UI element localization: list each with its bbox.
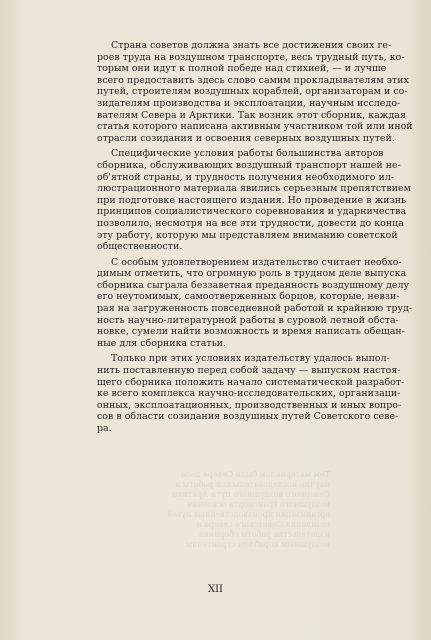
text-line: ке всего комплекса научно-исследовательских, организаци-	[97, 388, 401, 400]
paragraph-3	[97, 256, 413, 350]
text-line: всего предоставить здесь слово самим прокладывателям этих	[97, 74, 409, 86]
text-line: люстрационного материала явились серьезным препятствием	[97, 183, 411, 195]
page-number: XII	[207, 584, 224, 595]
text-line: онных, эксплоатационных, производственных и иных вопро-	[97, 399, 402, 411]
text-line: Страна советов должна знать все достижения своих ге-	[111, 40, 392, 51]
text-line: об'ятной страны, и трудность получения необходимого ил-	[97, 171, 395, 183]
text-line: статья которого написана активным участником той или иной	[97, 121, 413, 133]
text-line: Специфические условия работы большинства авторов	[111, 148, 384, 160]
text-line: ность научно-литературной работы в суровой летной обста-	[97, 314, 399, 326]
text-line: зидателям производства и эксплоатации, научным исследо-	[97, 97, 401, 109]
text-line: сборника, обслуживающих воздушный транспорт нашей не-	[97, 159, 401, 171]
text-line: его неутомимых, самоотверженных борцов, которые, невзи-	[97, 291, 400, 303]
text-line: ра.	[97, 423, 112, 434]
text-line: сборника сыграла беззаветная преданность воздушному делу	[97, 279, 410, 291]
text-line: позволило, несмотря на все эти трудности, довести до конца	[97, 217, 404, 229]
paragraph-1	[97, 40, 413, 144]
text-line: общественности.	[97, 241, 183, 253]
text-line: С особым удовлетворением издательство считает необхо-	[111, 256, 402, 268]
text-line: торым они идут к полной победе над стихией, — и лучше	[97, 63, 387, 75]
paragraph-2	[97, 148, 411, 253]
text-line: Только при этих условиях издательству удалось выпол-	[111, 353, 390, 365]
text-line: отрасли созидания и освоения северных воздушных путей.	[97, 132, 395, 144]
text-line: нить поставленную перед собой задачу — выпуском настоя-	[97, 365, 401, 377]
text-line: при подготовке настоящего издания. Но проведение в жизнь	[97, 194, 407, 206]
text-line: путей, строителям воздушных кораблей, организаторам и со-	[97, 86, 408, 98]
text-line: эту работу, которую мы представляем вниманию советской	[97, 229, 398, 241]
show-through-text: Тем материалом были Севера дело научно-исследовательской работы и Северного воздушного пути Арктики воздушного транспорта освоения организации производственных путей созидания Советского севера и издательства работы сборника воздушным кораблем строителям	[166, 470, 330, 549]
text-line: принципов социалистического соревнования и ударничества	[97, 206, 407, 218]
paragraph-4	[97, 353, 405, 434]
text-line: сов в области созидания воздушных путей Советского севе-	[97, 411, 399, 423]
text-line: щего сборника положить начало систематической разработ-	[97, 376, 405, 388]
body-text	[97, 40, 413, 439]
text-line: вателям Севера и Арктики. Так возник этот сборник, каждая	[97, 109, 406, 121]
text-line: новке, сумели найти возможность и время написать обещан-	[97, 326, 405, 338]
text-line: ные для сборника статьи.	[97, 337, 227, 349]
text-line: роев труда на воздушном транспорте, весь трудный путь, ко-	[97, 51, 405, 63]
text-line: рая на загруженность повседневной работой и крайнюю труд-	[97, 303, 413, 315]
text-line: димым отметить, что огромную роль в трудном деле выпуска	[97, 268, 407, 280]
